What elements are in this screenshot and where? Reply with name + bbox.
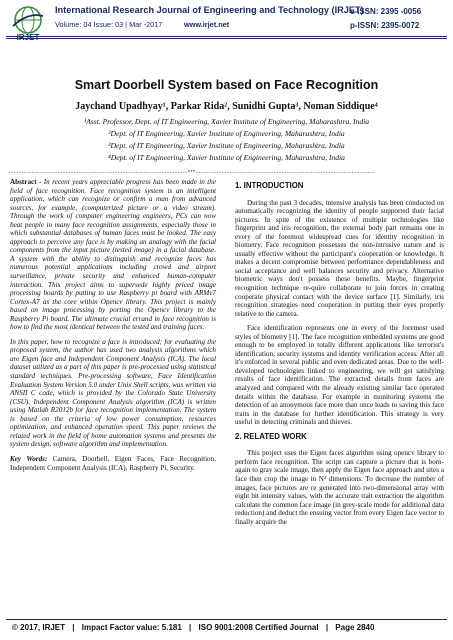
intro-paragraph-2: Face identification represents one in every of the foremost used styles of biometry [1]. The face recognition embedded systems are good enough to be employed in totally different applications like terrorist's identification, security systems and identity verification access. After all it's enforced in several public and even dedicated areas. Due to the well-developed technologies linked to engineering, we will get satisfying results of face identification. The extracted details from faces are analyzed and compared with the already existing similar face operated details within the database. For example in monitoring systems the detection of an anonymous face more than once leads to saving this face traits in the database for further identification. This strategy is very useful in detecting criminals and thieves. bbox=[235, 324, 444, 427]
intro-paragraph-1: During the past 3 decades, intensive analysis has been conducted on automatically recognizing the identity of people supported their facial pictures. In spite of the existence of multiple technologies like fingerprint and iris recognition, the external body part remains one in every of the foremost widespread cues for identity recognition in biometry. Face recognition possesses the non-intrusive nature and is usually effective without the participant's cooperation or knowledge. It makes a decent compromise between performance dependableness and social acceptance and well balances security and privacy. Alternative biometric ways don't possess these benefits. Maybe, fingerprint recognition technique re-quire collaborate to join forces in creating cooperate physical contact with the device surface [1]. Similarly, iris recognition strategies need cooperation in putting their eyes properly relative to the camera. bbox=[235, 198, 444, 318]
footer-divider-3: | bbox=[325, 623, 329, 632]
abstract-paragraph-1 bbox=[10, 178, 216, 332]
eissn: e-ISSN: 2395 -0056 bbox=[350, 7, 422, 16]
volume-issue: Volume: 04 Issue: 03 | Mar -2017 bbox=[55, 20, 163, 29]
affiliation-4: ⁴Dept. of IT Engineering, Xavier Institute of Engineering, Maharashtra, India bbox=[108, 153, 345, 162]
section-heading-introduction: 1. INTRODUCTION bbox=[235, 181, 304, 190]
footer-page-number: Page 2840 bbox=[335, 623, 375, 632]
footer-divider-2: | bbox=[189, 623, 192, 632]
footer-divider-1: | bbox=[72, 623, 75, 632]
footer-impact-factor: Impact Factor value: 5.181 bbox=[81, 623, 182, 632]
header-rule bbox=[6, 36, 447, 37]
abstract-heading: Abstract - bbox=[10, 178, 42, 186]
page-footer bbox=[12, 623, 379, 632]
paper-authors: Jaychand Upadhyay¹, Parkar Rida², Sunidhi Gupta³, Noman Siddique⁴ bbox=[75, 101, 378, 112]
affiliation-3: ³Dept. of IT Engineering, Xavier Institute of Engineering, Maharashtra, India bbox=[108, 141, 345, 150]
right-column bbox=[235, 178, 444, 532]
journal-url[interactable]: www.irjet.net bbox=[184, 20, 230, 29]
section-heading-related-work: 2. RELATED WORK bbox=[235, 431, 307, 441]
abstract-text-1: In recent years appreciable progress has been made in the field of face recognition. Face recognition system is an intelligent application, which can recognize or confirm a man from advanced sources, for example, (computerized picture or a video stream). Through the work of computer engineering engineers, PCs can now beat people in many face recognition assignments, especially those in which substantial databases of human faces must be looked. The easy approach to perceive any face is by making an analogy with the facial components from the input picture (tested image) in a facial database. A system with the ability to distinguish and recognize faces has numerous potential applications including crowd and airport surveillance, private security and enhanced human-computer interaction. This project aims to supersede highly priced image processing boards by putting to use Raspberry pi board with ARMv7 Cortex-A7 as the core within Opencv library. This project is mainly based on image processing by porting the Opencv library to the Raspberry Pi board. The ultimate crucial errand in face recognition is how to find the most identical between the tested and training faces. bbox=[10, 178, 216, 332]
footer-rule bbox=[6, 619, 447, 620]
keywords-heading: Key Words: bbox=[10, 454, 48, 463]
journal-name: International Research Journal of Engineering and Technology (IRJET) bbox=[55, 5, 364, 15]
keywords-text: Camera, Doorbell, Eigen Faces, Face Recognition, Independent Component Analysis (ICA), Raspberry Pi, Security. bbox=[10, 454, 216, 472]
affiliation-1: ¹Asst. Professor, Dept. of IT Engineering, Xavier Institute of Engineering, Maharashtra, India bbox=[83, 117, 370, 126]
footer-iso: ISO 9001:2008 Certified Journal bbox=[198, 623, 319, 632]
pissn: p-ISSN: 2395-0072 bbox=[350, 21, 420, 30]
left-column bbox=[10, 178, 216, 478]
header-rule-2 bbox=[6, 38, 447, 39]
volume-line bbox=[55, 20, 230, 29]
footer-copyright: © 2017, IRJET bbox=[12, 623, 66, 632]
section-separator: ---------------------------------------------------------------------***--------------------------------------------------------------------- bbox=[8, 170, 375, 176]
paper-title: Smart Doorbell System based on Face Recognition bbox=[74, 78, 379, 92]
abstract-paragraph-2: In this paper, how to recognize a face is introduced; for evaluating the proposed system, the author has used two analysis algorithms which are Eigen face and Independent Component Analysis (ICA). The local dataset utilized as a part of this paper is pre-processed using statistical standard techniques. Pre-processing software, Face Identification Evaluation System Version 5.0 under Unix Shell scripts, was written via ANSII C code, which is provided by the Colorado State University (CSU). Independent Component Analysis algorithm (ICA) is written using Matlab R2012b for face recognition implementation. The system is based on the criteria of low power consumption, resources optimization, and enhanced operation speed. This paper reviews the related work in the field of home automation systems and presents the system design, software algorithm and implementation. bbox=[10, 337, 216, 449]
keywords bbox=[10, 455, 216, 472]
affiliation-2: ²Dept. of IT Engineering, Xavier Institute of Engineering, Maharashtra, India bbox=[108, 129, 345, 138]
related-work-paragraph: This project uses the Eigen faces algorithm using opencv library to perform face recognition. The script can capture a picture that is born-again to gray scale image, then apply the Eigen face approach and sites a face then crop the image in N² dimensions. To decrease the number of images, face pictures are re generated into two-dimensional array with eight bit intensity values, with the accurate trait extraction the algorithm calculate the common face image (in grey-scale mode for additional data reduction) and deduct the ensuing vector from every Eigen face vector to finally acquire the bbox=[235, 449, 444, 526]
